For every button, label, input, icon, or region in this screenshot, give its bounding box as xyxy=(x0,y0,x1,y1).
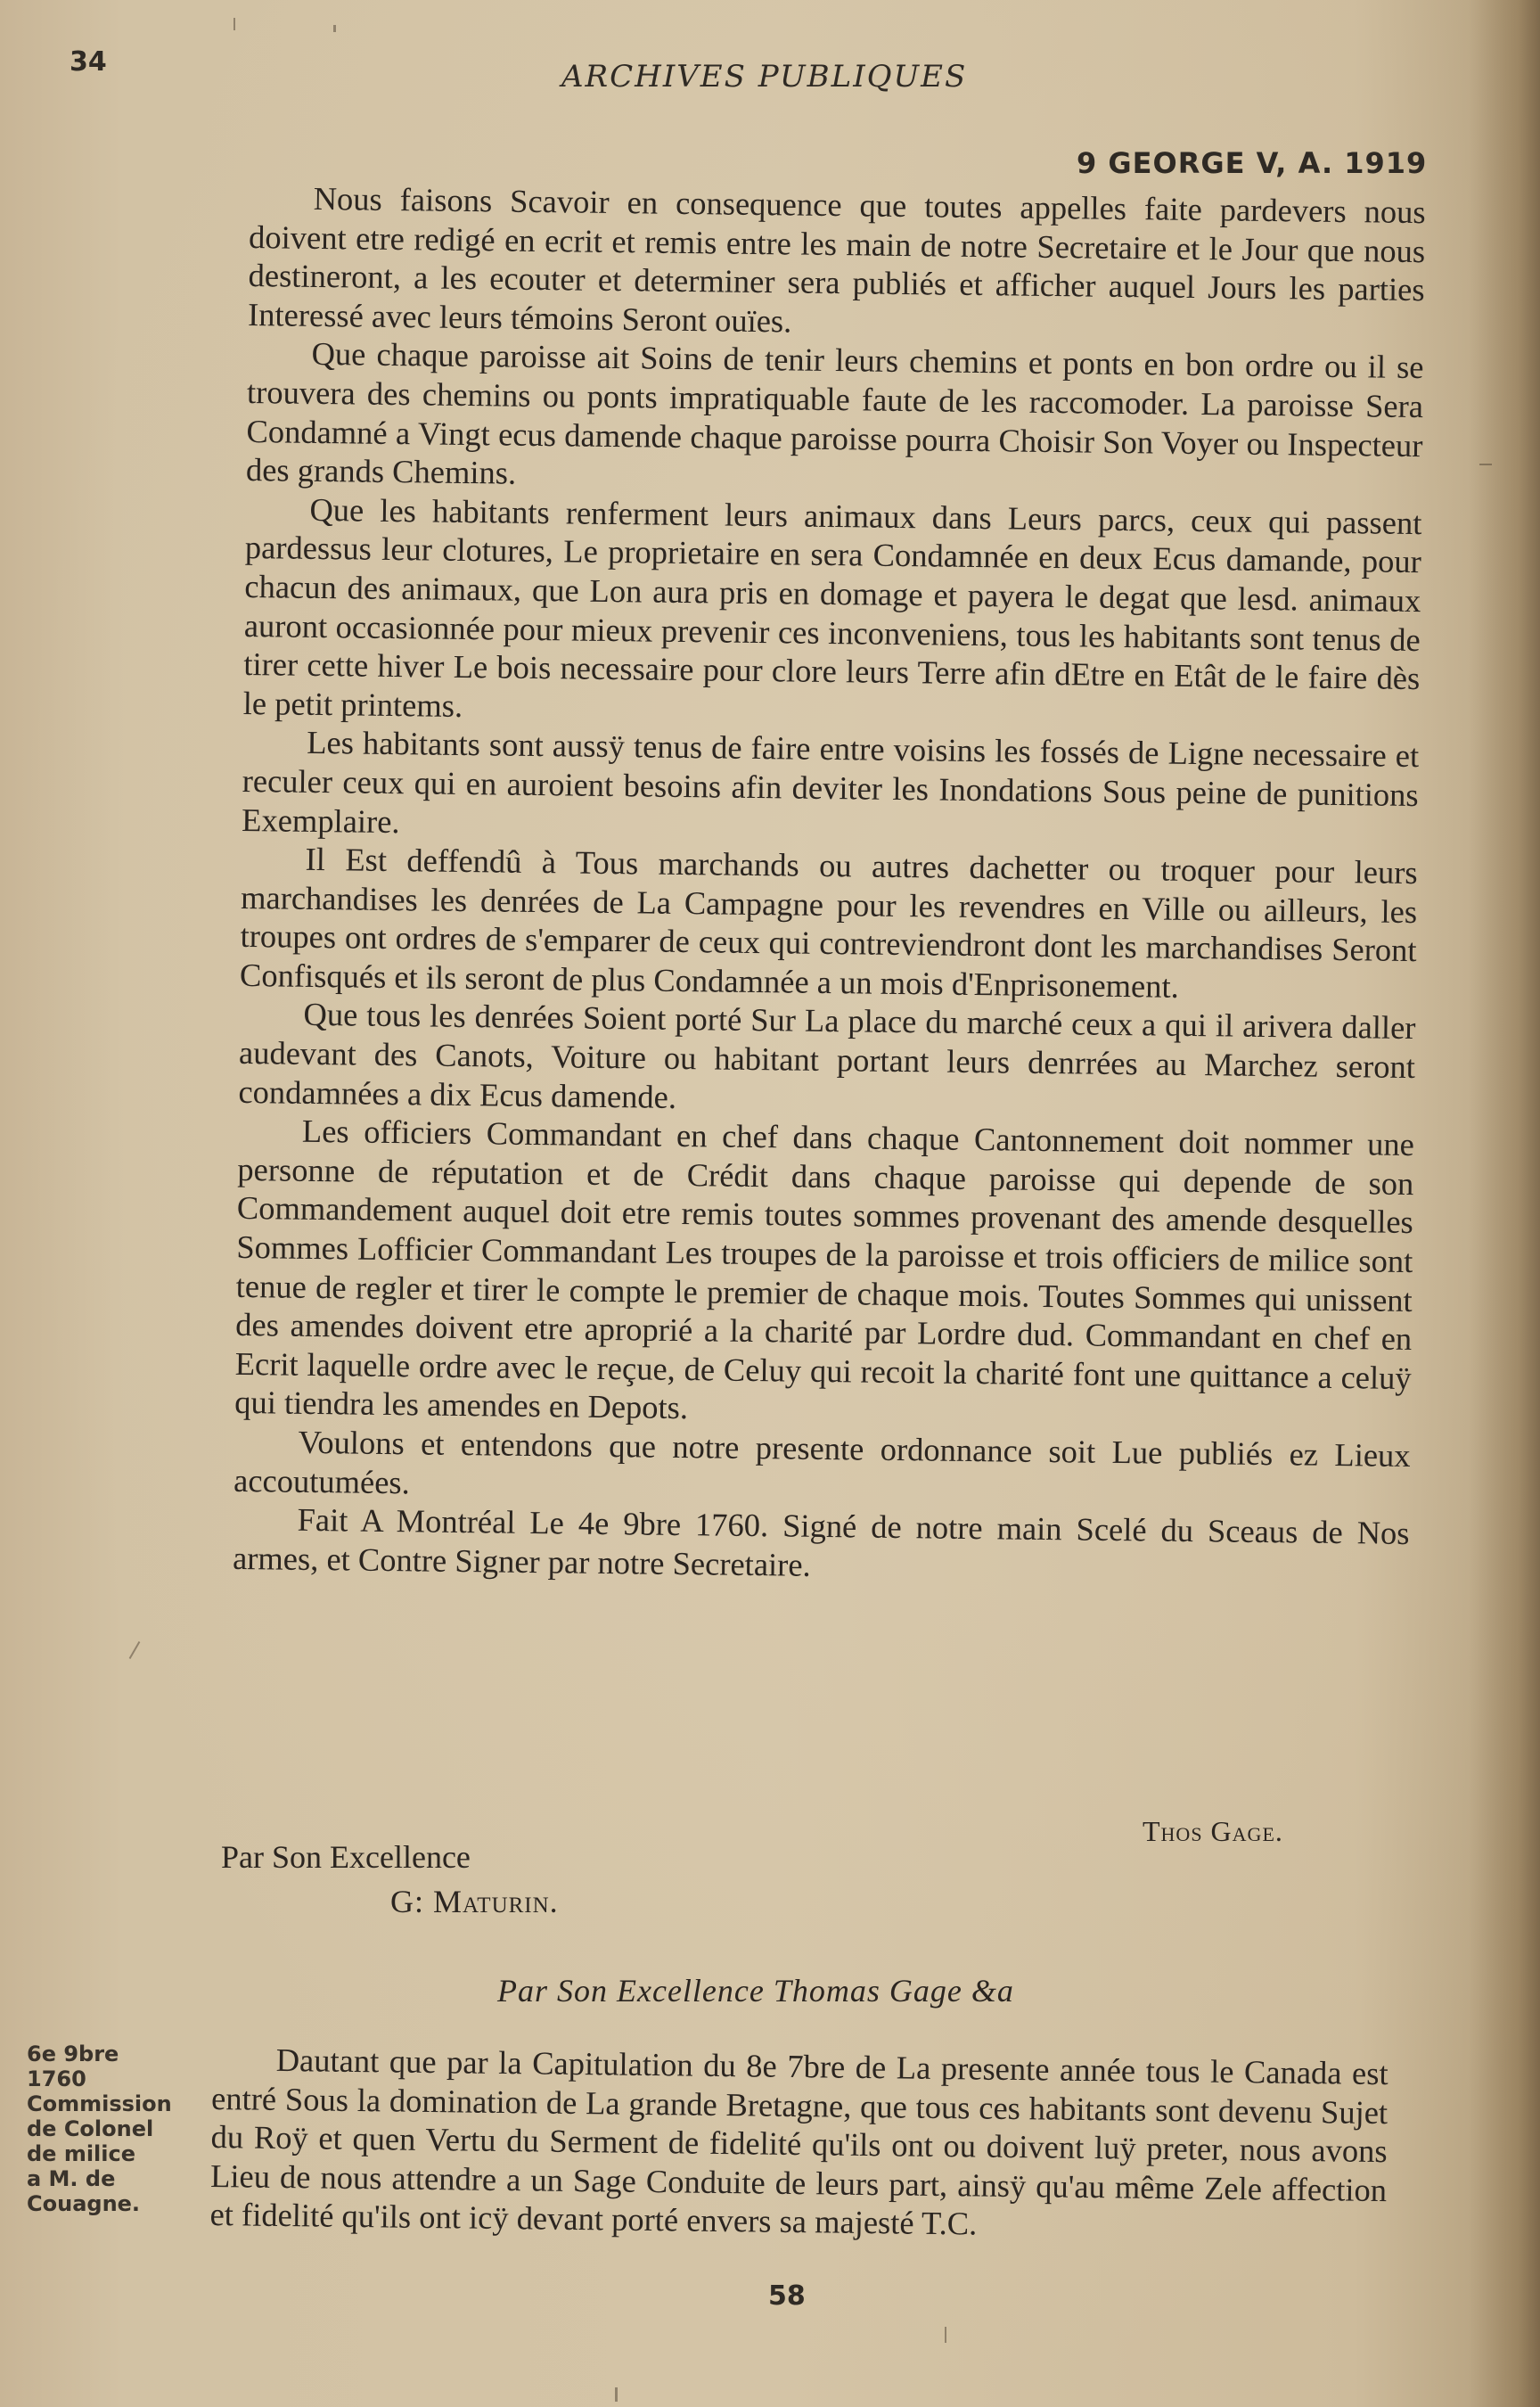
folio-number: 58 xyxy=(768,2280,806,2312)
paragraph: Nous faisons Scavoir en consequence que toutes appelles faite pardevers nous doivent etre redigé en ecrit et remis entre les main de notre Secretaire et le Jour que nous destineront, a les ecouter et determiner sera publiés et afficher auquel Jours les parties Interessé avec leurs témoins Seront ouïes. xyxy=(247,179,1426,340)
paragraph: Les habitants sont aussÿ tenus de faire entre voisins les fossés de Ligne necessaire et reculer ceux qui en auroient besoins afin deviter les Inondations Sous peine de punitions Exemplaire. xyxy=(241,724,1420,840)
regnal-year: 9 GEORGE V, A. 1919 xyxy=(1077,146,1428,180)
paragraph: Dautant que par la Capitulation du 8e 7bre de La presente année tous le Canada est entré Sous la domination de La grande Bretagne, que tous ces habitants sont devenu Sujet du Roÿ et quen Vertu du Serment de fidelité qu'ils ont ou doivent luÿ preter, nous avons Lieu de nous attendre a un Sage Conduite de leurs part, ainsÿ qu'au même Zele affection et fidelité qu'ils ont icÿ devant porté envers sa majesté T.C. xyxy=(209,2041,1388,2242)
margin-note-line: 1760 xyxy=(27,2066,86,2091)
scan-speck xyxy=(233,18,235,30)
margin-note-line: 6e 9bre xyxy=(27,2041,119,2066)
scan-speck xyxy=(945,2327,946,2343)
paragraph: Les officiers Commandant en chef dans chaque Cantonnement doit nommer une personne de réputation et de Crédit dans chaque paroisse qui depende de son Commandement auquel doit etre remis toutes sommes provenant des amende desquelles Sommes Lofficier Commandant Les troupes de la paroisse et trois officiers de milice sont tenue de regler et tirer le compte le premier de chaque mois. Toutes Sommes qui unissent des amendes doivent etre aproprié a la charité par Lordre dud. Commandant en chef en Ecrit laquelle ordre avec le reçue, de Celuy qui recoit la charité font une quittance a celuÿ qui tiendra les amendes en Depots. xyxy=(233,1113,1415,1426)
margin-note xyxy=(27,2041,196,2216)
margin-note-line: de Colonel xyxy=(27,2116,154,2141)
page-number: 34 xyxy=(70,46,107,78)
margin-note-line: Commission xyxy=(27,2091,172,2116)
scan-speck xyxy=(333,25,336,32)
paragraph: Il Est deffendû à Tous marchands ou autres dachetter ou troquer pour leurs marchandises les denrées de La Campagne pour les revendres en Ville ou ailleurs, les troupes ont ordres de s'emparer de ceux qui contreviendront dont les marchandises Seront Confisqués et ils seront de plus Condamnée a un mois d'Enprisonement. xyxy=(239,840,1418,1005)
scan-speck xyxy=(129,1641,141,1659)
running-title: ARCHIVES PUBLIQUES xyxy=(561,59,968,94)
margin-note-line: a M. de xyxy=(27,2166,116,2191)
paragraph: Voulons et entendons que notre presente ordonnance soit Lue publiés ez Lieux accoutumées. xyxy=(233,1423,1411,1500)
ordinance-text xyxy=(233,178,1426,1591)
paragraph: Que les habitants renferment leurs animaux dans Leurs parcs, ceux qui passent pardessus leur clotures, Le proprietaire en sera Condamnée en deux Ecus damande, pour chacun des animaux, que Lon aura pris en domage et payera le degat que lesd. animaux auront occasionnée pour mieux prevenir ces inconveniens, tous les habitants sont tenus de tirer cette hiver Le bois necessaire pour clore leurs Terre afin dEtre en Etât de le faire dès le petit printems. xyxy=(242,490,1422,724)
section-heading: Par Son Excellence Thomas Gage &a xyxy=(497,1973,1014,2009)
commission-text xyxy=(209,2040,1388,2248)
margin-note-line: Couagne. xyxy=(27,2191,141,2216)
countersignature xyxy=(221,1835,559,1924)
countersign-label: Par Son Excellence xyxy=(221,1839,471,1875)
paragraph: Que tous les denrées Soient porté Sur La place du marché ceux a qui il arivera daller audevant des Canots, Voiture ou habitant portant leurs denrrées au Marchez seront condamnées a dix Ecus damende. xyxy=(238,996,1416,1115)
paragraph: Que chaque paroisse ait Soins de tenir leurs chemins et ponts en bon ordre ou il se trouvera des chemins ou ponts impratiquable faute de les raccomoder. La paroisse Sera Condamné a Vingt ecus damende chaque paroisse pourra Choisir Son Voyer ou Inspecteur des grands Chemins. xyxy=(245,335,1424,491)
margin-note-line: de milice xyxy=(27,2141,136,2166)
signature-gage: Thos Gage. xyxy=(1143,1815,1283,1847)
scan-speck xyxy=(1479,464,1492,465)
page-edge-shadow xyxy=(1469,0,1540,2407)
paragraph: Fait A Montréal Le 4e 9bre 1760. Signé de notre main Scelé du Sceaus de Nos armes, et Contre Signer par notre Secretaire. xyxy=(232,1500,1410,1583)
scan-speck xyxy=(615,2387,618,2402)
secretary-name: G: Maturin. xyxy=(390,1884,559,1919)
